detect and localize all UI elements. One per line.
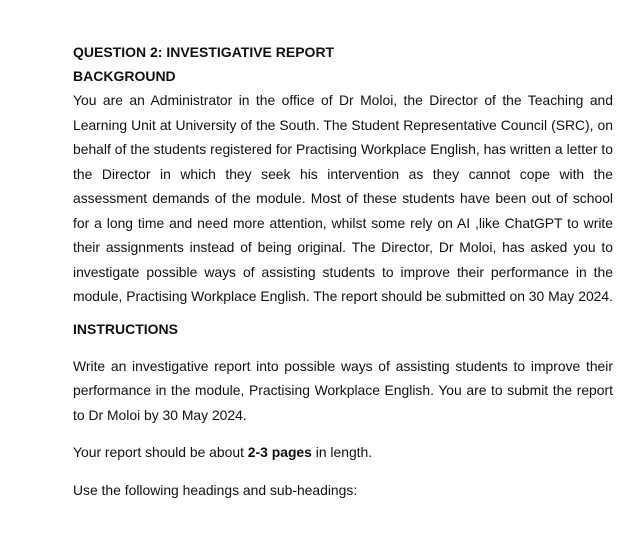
length-value: 2-3 pages — [247, 444, 312, 460]
length-prefix: Your report should be about — [73, 444, 248, 460]
instructions-paragraph: Write an investigative report into possible ways of assisting students to improve their performance in the module, Practising Workplace English. You are to submit the report to Dr Moloi by 30 May 2024. — [73, 357, 613, 423]
document-page — [73, 40, 613, 502]
question-title: QUESTION 2: INVESTIGATIVE REPORT — [73, 44, 335, 60]
headings-paragraph: Use the following headings and sub-headings: — [73, 481, 358, 498]
background-heading: BACKGROUND — [73, 68, 176, 84]
length-suffix: in length. — [311, 444, 373, 460]
instructions-heading: INSTRUCTIONS — [73, 320, 178, 337]
background-paragraph: You are an Administrator in the office of Dr Moloi, the Director of the Teaching and Learning Unit at University of the South. The Student Representative Council (SRC), on behalf of the students registered for Practising Workplace English, has written a letter to the Director in which they seek his intervention as they cannot cope with the assessment demands of the module. Most of these students have been out of school for a long time and need more attention, whilst some rely on AI ,like ChatGPT to write their assignments instead of being original. The Director, Dr Moloi, has asked you to investigate possible ways of assisting students to improve their performance in the module, Practising Workplace English. The report should be submitted on 30 May 2024. — [73, 92, 613, 304]
length-paragraph — [73, 440, 613, 465]
